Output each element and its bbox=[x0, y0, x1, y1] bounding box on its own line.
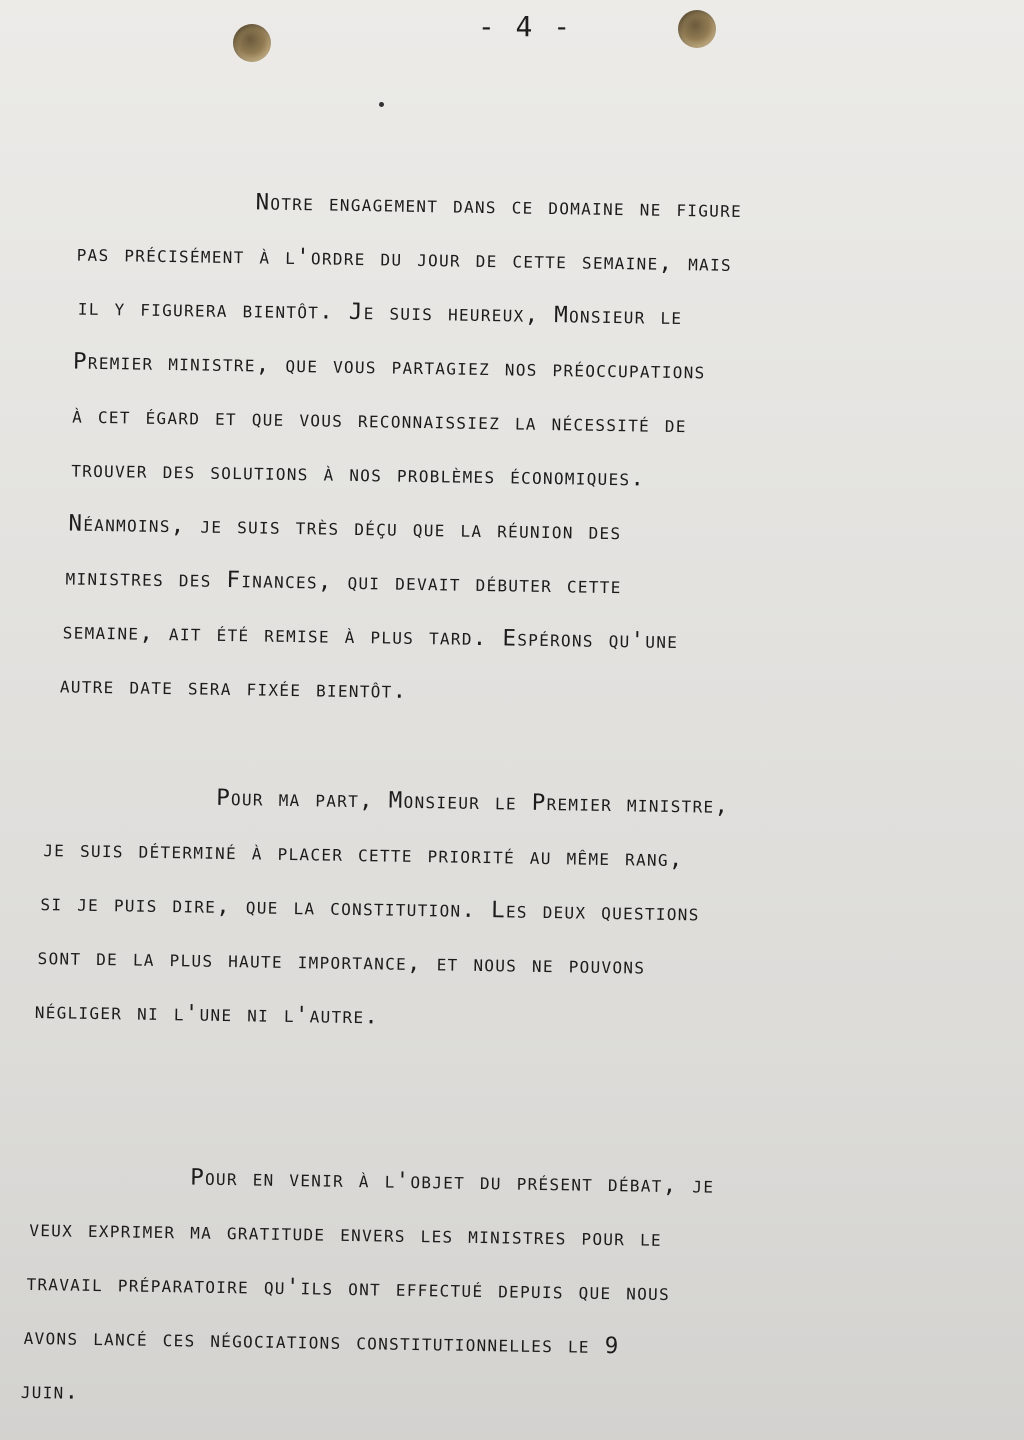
punch-hole bbox=[233, 24, 271, 62]
text-line: je suis déterminé à placer cette priorité au même rang, bbox=[43, 836, 684, 873]
page-number: - 4 - bbox=[477, 10, 573, 43]
text-line: si je puis dire, que la constitution. Les deux questions bbox=[40, 890, 700, 927]
paragraph-1 bbox=[32, 172, 990, 727]
ink-dot bbox=[379, 102, 384, 107]
text-line: il y figurera bientôt. Je suis heureux, Monsieur le bbox=[77, 294, 683, 331]
paragraph-2 bbox=[26, 768, 980, 1053]
paragraph-3 bbox=[20, 1148, 974, 1433]
text-line: avons lancé ces négociations constitutionnelles le 9 bbox=[23, 1323, 620, 1360]
text-line: Pour en venir à l'objet du présent débat, je bbox=[190, 1164, 715, 1199]
text-line: juin. bbox=[20, 1377, 80, 1405]
text-line: ministres des Finances, qui devait débuter cette bbox=[65, 564, 622, 600]
text-line: Néanmoins, je suis très déçu que la réunion des bbox=[68, 510, 622, 546]
text-line: veux exprimer ma gratitude envers les ministres pour le bbox=[29, 1215, 663, 1252]
text-line: pas précisément à l'ordre du jour de cette semaine, mais bbox=[76, 240, 733, 277]
text-line: Premier ministre, que vous partagiez nos préoccupations bbox=[72, 348, 706, 385]
text-line: semaine, ait été remise à plus tard. Espérons qu'une bbox=[62, 618, 679, 655]
text-line: trouver des solutions à nos problèmes économiques. bbox=[71, 456, 646, 492]
text-line: négliger ni l'une ni l'autre. bbox=[34, 998, 380, 1030]
punch-hole bbox=[678, 10, 716, 48]
text-line: autre date sera fixée bientôt. bbox=[59, 672, 408, 704]
text-line: à cet égard et que vous reconnaissiez la nécessité de bbox=[71, 402, 687, 439]
text-line: travail préparatoire qu'ils ont effectué depuis que nous bbox=[26, 1269, 671, 1307]
text-line: sont de la plus haute importance, et nous ne pouvons bbox=[37, 944, 646, 980]
text-line: Pour ma part, Monsieur le Premier ministre, bbox=[215, 784, 730, 819]
text-line: Notre engagement dans ce domaine ne figure bbox=[255, 189, 743, 224]
document-body bbox=[20, 172, 989, 1433]
